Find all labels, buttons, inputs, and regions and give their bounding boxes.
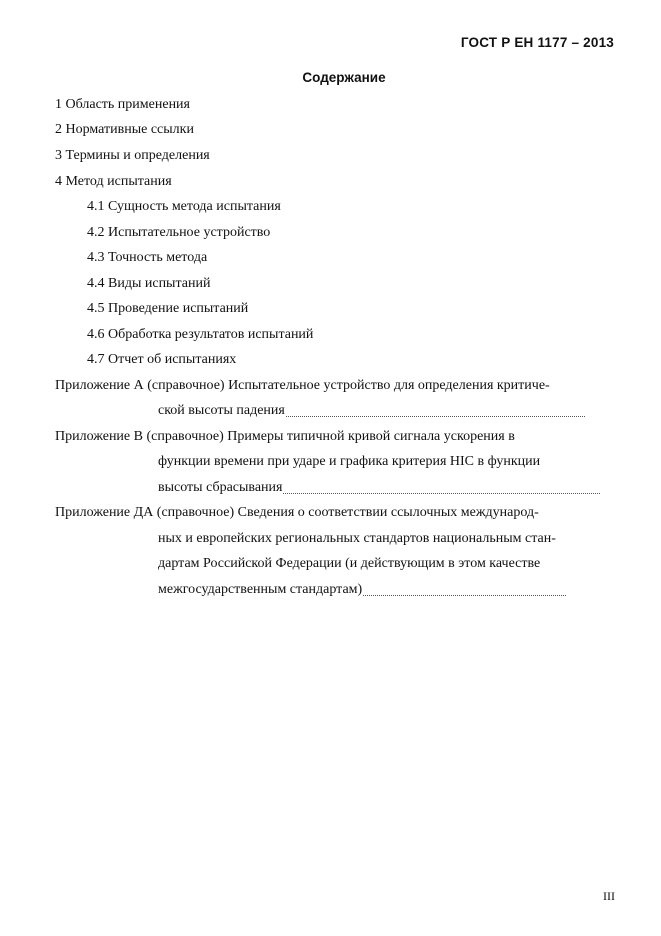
toc-entry-label: 4.7 Отчет об испытаниях xyxy=(87,352,237,367)
toc-entry-appendix-a-line-1[interactable]: Приложение А (справочное) Испытательное устройство для определения критиче- xyxy=(55,378,550,393)
toc-entry-appendix-da-line-1[interactable]: Приложение ДА (справочное) Сведения о соответствии ссылочных международ- xyxy=(55,505,539,520)
toc-entry-1[interactable] xyxy=(55,95,600,115)
toc-entry-label: 3 Термины и определения xyxy=(55,148,210,163)
toc-entry-label: 4 Метод испытания xyxy=(55,174,172,189)
toc-entry-appendix-b-line-1[interactable]: Приложение В (справочное) Примеры типичной кривой сигнала ускорения в xyxy=(55,429,515,444)
toc-entry-4-4[interactable] xyxy=(87,274,600,294)
toc-entry-2[interactable] xyxy=(55,120,600,140)
toc-entry-appendix-a-line-2[interactable] xyxy=(158,401,585,421)
toc-entry-4-1[interactable] xyxy=(87,197,600,217)
page-number: III xyxy=(603,889,615,903)
toc-entry-3[interactable] xyxy=(55,146,600,166)
toc-entry-appendix-b-line-2: функции времени при ударе и графика критерия HIC в функции xyxy=(158,454,541,469)
toc-entry-4-7[interactable] xyxy=(87,350,600,370)
toc-entry-label: высоты сбрасывания xyxy=(158,480,283,495)
toc-entry-label: ской высоты падения xyxy=(158,403,285,418)
toc-entry-4[interactable] xyxy=(55,172,600,192)
document-code-header: ГОСТ Р ЕН 1177 – 2013 xyxy=(460,35,614,50)
toc-entry-label: 4.5 Проведение испытаний xyxy=(87,301,249,316)
toc-entry-4-2[interactable] xyxy=(87,223,600,243)
toc-entry-4-6[interactable] xyxy=(87,325,600,345)
toc-entry-label: 4.4 Виды испытаний xyxy=(87,276,211,291)
page-title: Содержание xyxy=(302,70,386,85)
toc-entry-label: 4.2 Испытательное устройство xyxy=(87,225,271,240)
toc-entry-label: 4.3 Точность метода xyxy=(87,250,208,265)
toc-entry-4-3[interactable] xyxy=(87,248,600,268)
toc-entry-appendix-b-line-3[interactable] xyxy=(158,478,600,498)
toc-entry-appendix-da-line-4[interactable] xyxy=(158,580,566,600)
toc-entry-appendix-da-line-2: ных и европейских региональных стандартов национальным стан- xyxy=(158,531,556,546)
toc-entry-appendix-da-line-3: дартам Российской Федерации (и действующим в этом качестве xyxy=(158,556,541,571)
toc-entry-label: межгосударственным стандартам) xyxy=(158,582,363,597)
toc-entry-label: 4.1 Сущность метода испытания xyxy=(87,199,281,214)
toc-entry-label: 1 Область применения xyxy=(55,97,190,112)
toc-entry-label: 2 Нормативные ссылки xyxy=(55,122,194,137)
toc-entry-label: 4.6 Обработка результатов испытаний xyxy=(87,327,314,342)
toc-entry-4-5[interactable] xyxy=(87,299,600,319)
